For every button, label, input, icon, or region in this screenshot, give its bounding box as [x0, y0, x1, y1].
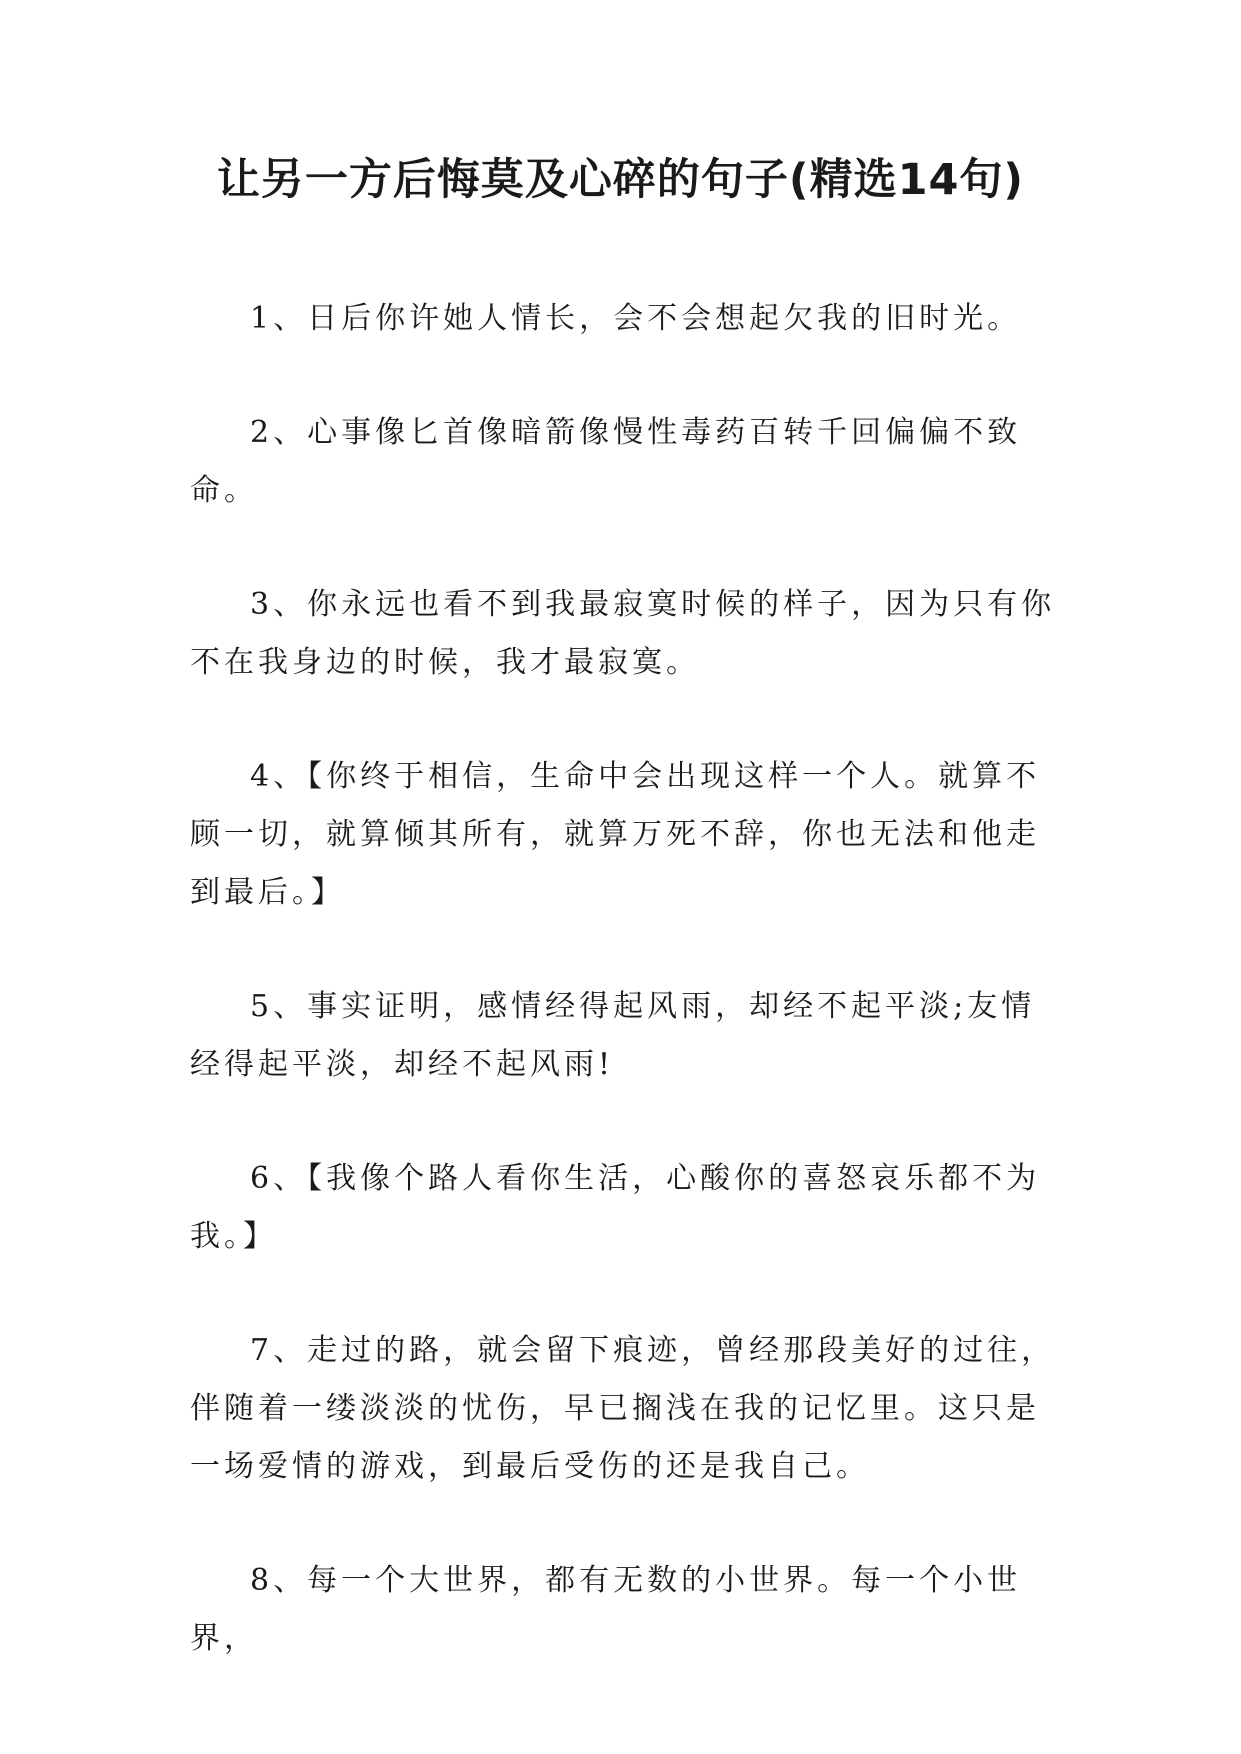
document-title: 让另一方后悔莫及心碎的句子(精选14句): [216, 155, 1025, 205]
paragraph-2: 2、心事像匕首像暗箭像慢性毒药百转千回偏偏不致命。: [190, 415, 1022, 508]
paragraph-6: 6、【我像个路人看你生活，心酸你的喜怒哀乐都不为我。】: [190, 1161, 1041, 1254]
paragraph-5: 5、事实证明，感情经得起风雨，却经不起平淡;友情经得起平淡，却经不起风雨!: [190, 989, 1036, 1082]
paragraph-7: 7、走过的路，就会留下痕迹，曾经那段美好的过往，伴随着一缕淡淡的忧伤，早已搁浅在我的记忆里。这只是一场爱情的游戏，到最后受伤的还是我自己。: [190, 1333, 1056, 1484]
document-body: [190, 290, 1060, 1724]
paragraph-1: 1、日后你许她人情长，会不会想起欠我的旧时光。: [250, 301, 1022, 336]
paragraph-3: 3、你永远也看不到我最寂寞时候的样子，因为只有你不在我身边的时候，我才最寂寞。: [190, 587, 1056, 680]
paragraph-4: 4、【你终于相信，生命中会出现这样一个人。就算不顾一切，就算倾其所有，就算万死不辞，你也无法和他走到最后。】: [190, 759, 1041, 910]
paragraph-8: 8、每一个大世界，都有无数的小世界。每一个小世界，: [190, 1563, 1022, 1656]
